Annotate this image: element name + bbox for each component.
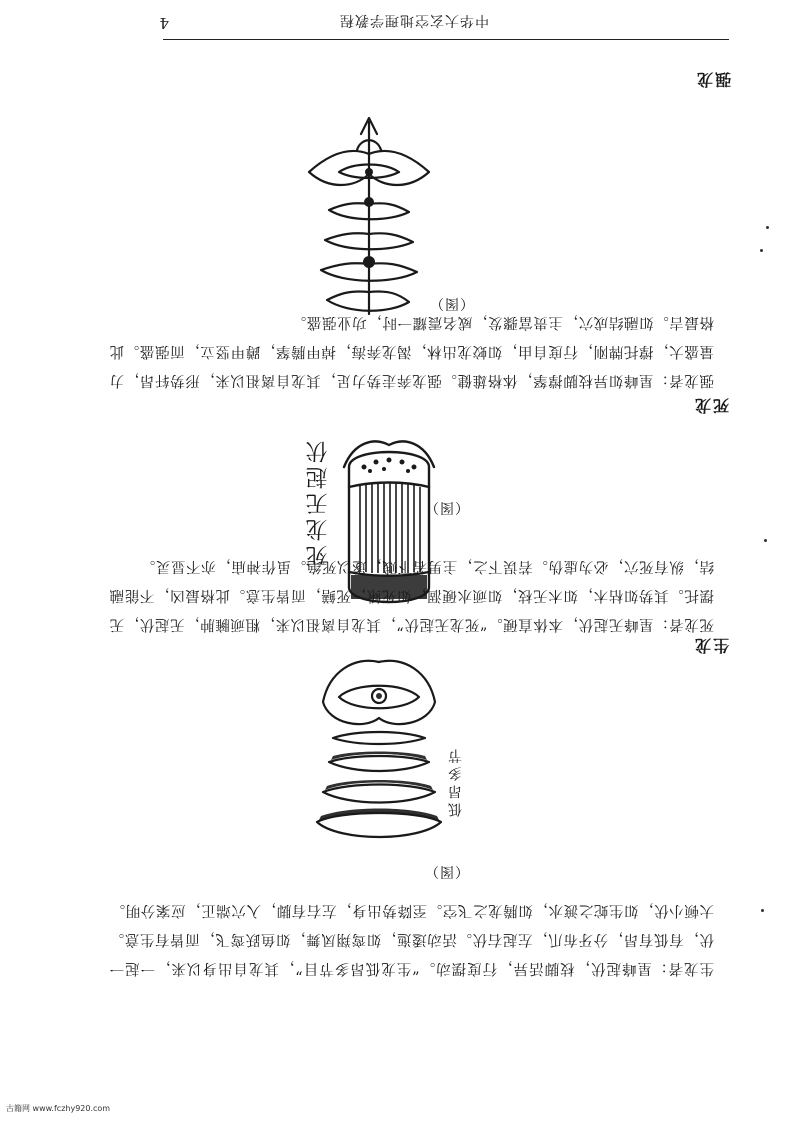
figure-caption-strong: （图）: [429, 295, 474, 311]
dead-dragon-text: 死龙者：星峰无起伏，本体直硬。“死龙无起伏”，其龙自离祖以来，粗顽臃肿，无起伏，无摆托。其势如枯木，如木无枝，如顽水硬涸，如死鳅，死鳝，而皆生意。此格最凶，不能融结，纵有死穴，必为虚伪。若误下之，主男若下贱，遂以死绝。虽作神庙，亦不显灵。: [109, 558, 714, 632]
figure-caption-dead: （图）: [424, 499, 469, 515]
figure-caption-living-visible: （图）: [424, 863, 469, 879]
strong-dragon-illustration: [299, 112, 439, 322]
running-title: 中华大玄空地理学教程: [339, 12, 489, 28]
section-heading-strong: 强龙: [694, 70, 731, 89]
header-rule: [163, 39, 729, 40]
figure-label-dead: 死龙无起伏: [306, 437, 331, 567]
figure-label-living: 低昂多节: [448, 745, 464, 817]
page-number: 4: [159, 14, 169, 32]
living-dragon-text: 生龙者：星峰起伏，枝脚活异，行度摆动。“生龙低昂多节目”，其龙自出身以来，一起一伏，有低有昂，分牙布爪，左起右伏。活动逶迤，如鸾翔凤舞，如鱼跃鸾飞，而皆有生意。大顿小伏，如生蛇之渡水，如腾龙之飞空。至降势出身，左右有脚，入穴端正，应案分明。: [109, 902, 714, 976]
scan-speck: [760, 249, 763, 252]
scan-speck: [766, 226, 769, 229]
section-heading-living: 生龙: [692, 636, 729, 655]
scan-speck: [764, 539, 767, 542]
scan-speck: [761, 909, 764, 912]
section-heading-dead: 死龙: [692, 396, 729, 415]
strong-dragon-text: 强龙者：星峰如异枝脚撑拏，体格雄健。强龙奔走势力足，其龙自离祖以来，形势轩昂，力量盛大，撑托牌刚，行度自由，如蛟龙出林，渴龙奔海，掉甲腾拏，蹲甲竖立，而强盛。此格最吉。如融结成穴，主贵富骤发，威名震耀一时，功业强盛。: [109, 314, 714, 388]
living-dragon-illustration: [309, 652, 449, 842]
site-watermark: 古籍网 www.fczhy920.com: [6, 1104, 111, 1113]
